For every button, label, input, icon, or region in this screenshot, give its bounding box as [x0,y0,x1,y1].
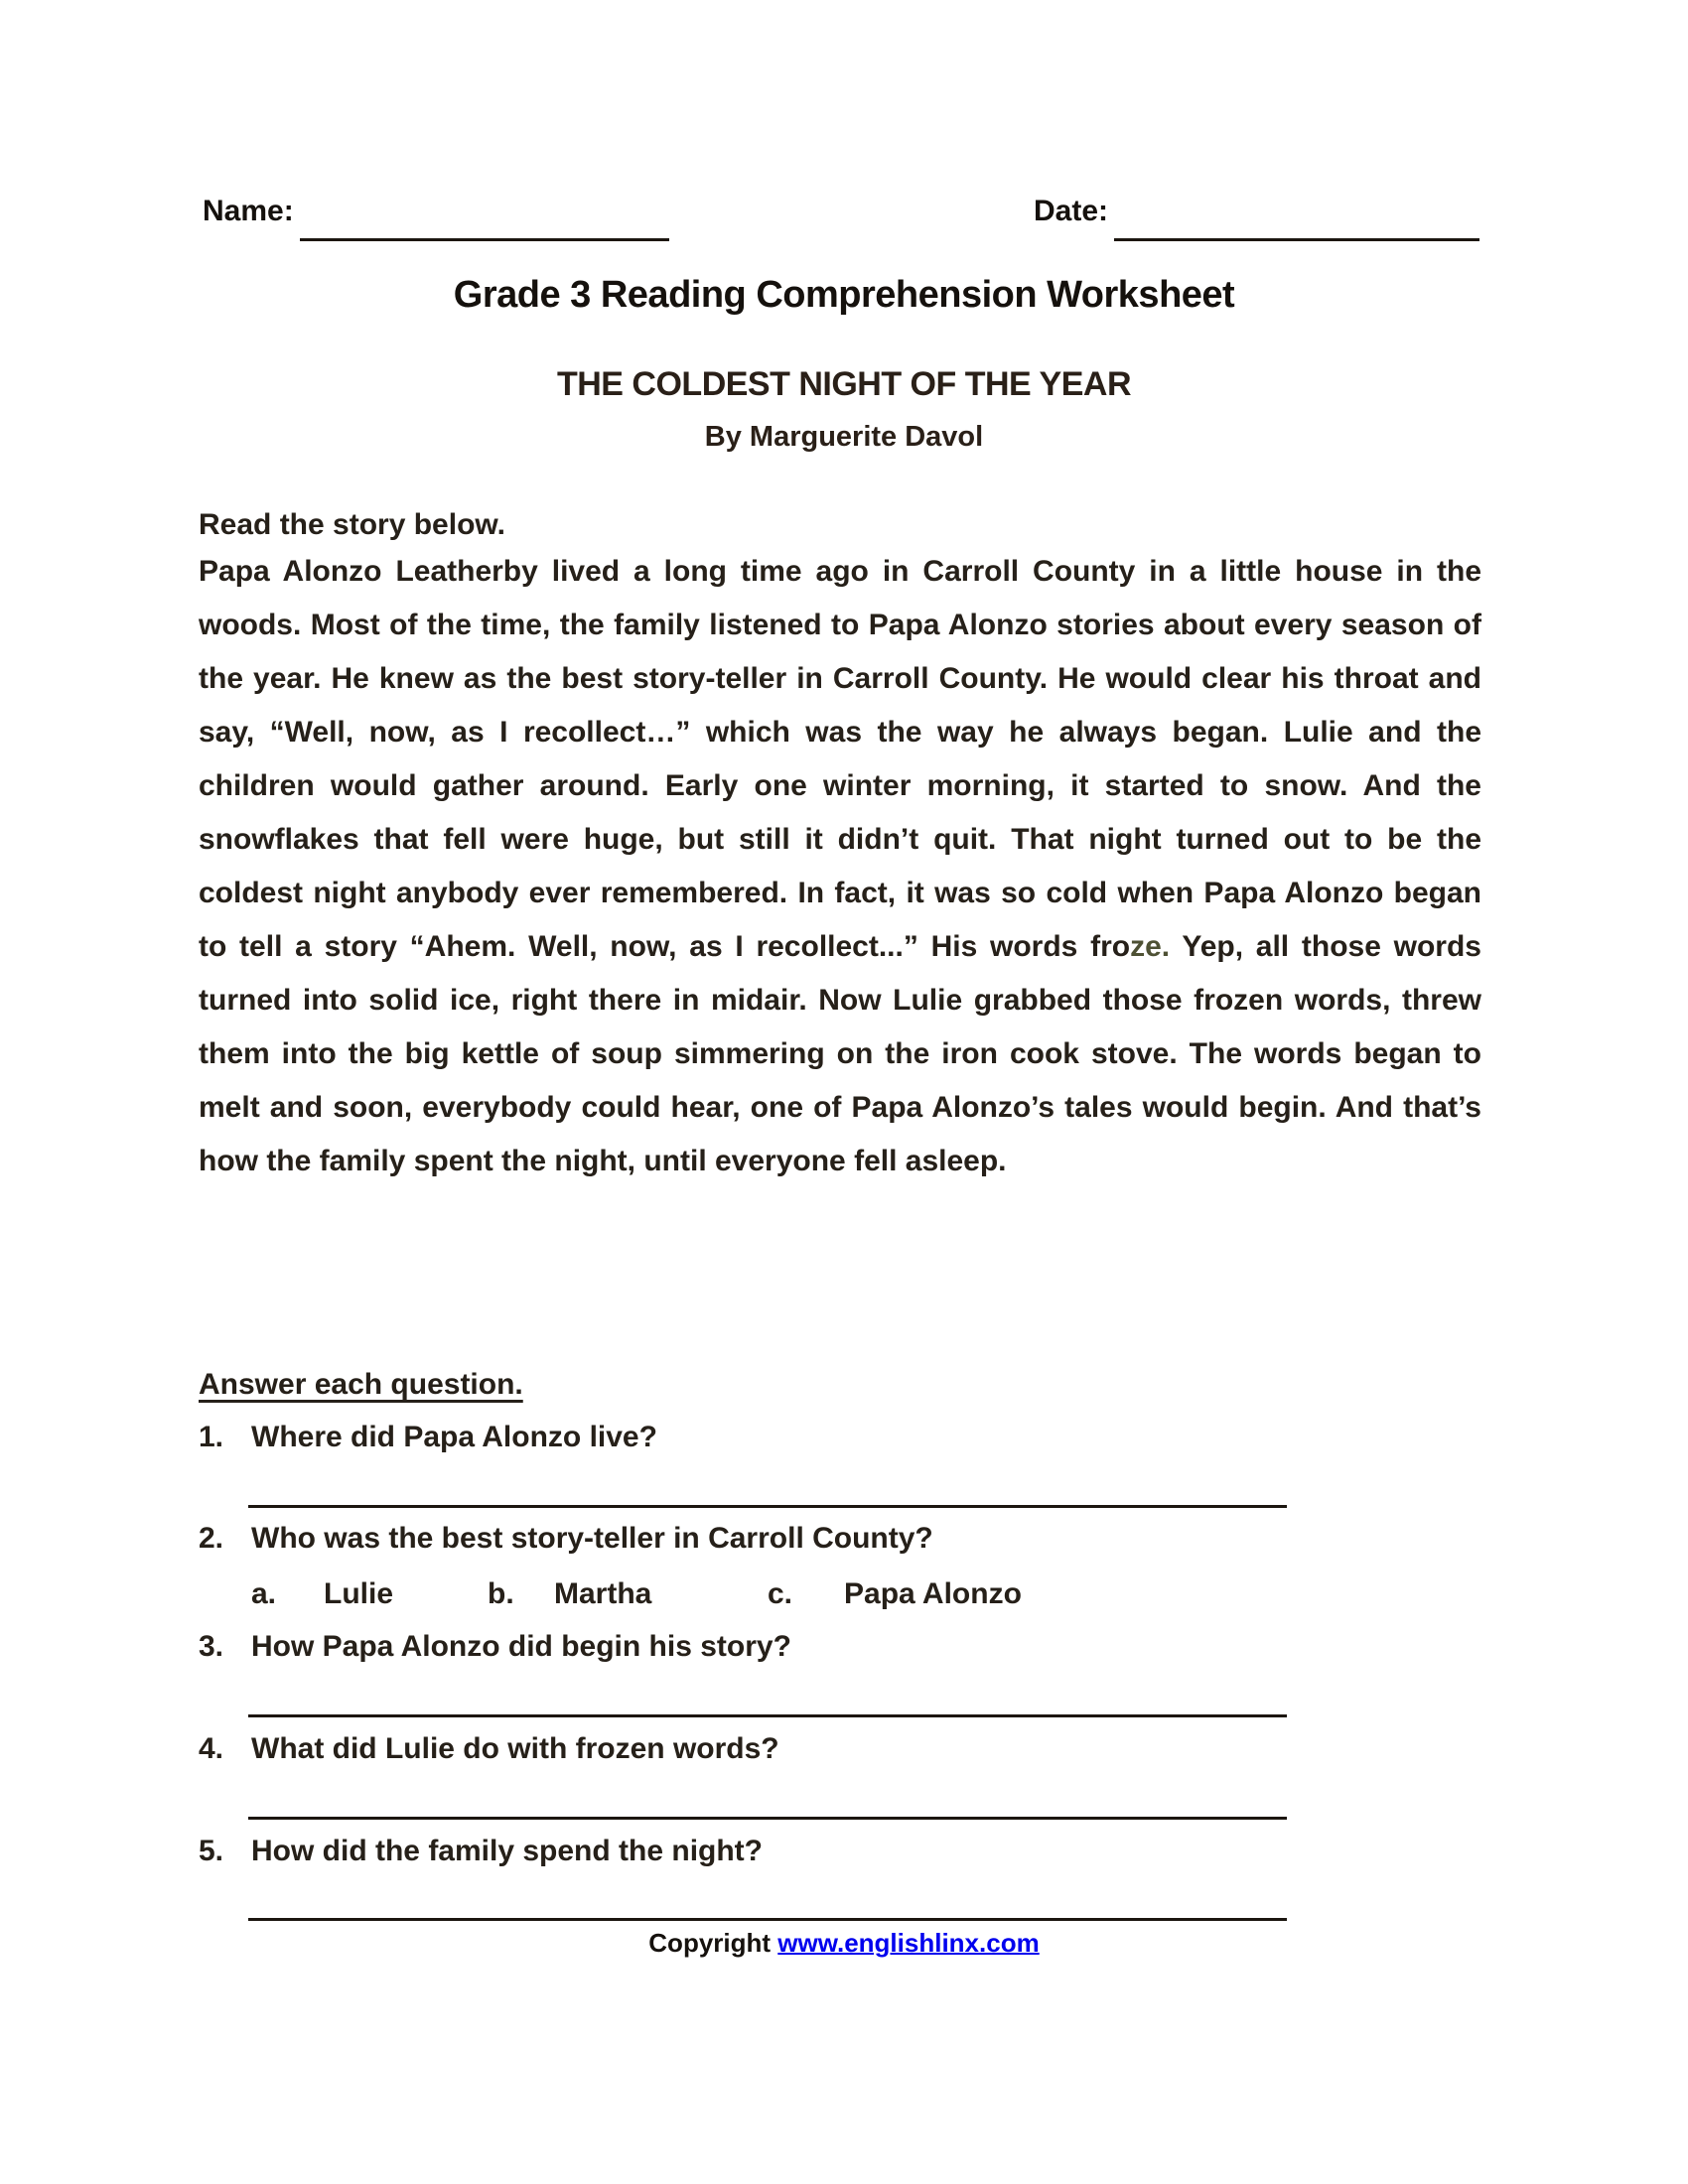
read-instruction: Read the story below. [199,508,505,541]
question-4-number: 4. [199,1732,224,1765]
date-blank-line [1114,195,1479,241]
story-byline: By Marguerite Davol [704,421,984,453]
question-2-number: 2. [199,1522,224,1555]
answer-line-1 [248,1505,1287,1508]
footer [0,1928,1688,1959]
question-2-choices [199,1577,1481,1621]
question-3 [199,1630,1481,1664]
question-1-text: Where did Papa Alonzo live? [251,1421,657,1453]
story-text-highlight: ze. [1130,930,1171,963]
question-1 [199,1421,1481,1454]
choice-b-text: Martha [554,1577,652,1610]
choice-a-text: Lulie [324,1577,394,1610]
englishlinx-link[interactable]: www.englishlinx.com [777,1928,1040,1958]
question-1-number: 1. [199,1421,224,1453]
story-text-part1: Papa Alonzo Leatherby lived a long time ago in Carroll County in a little house in the woods. Most of the time, the family listened to Papa Alonzo stories about every season of the year. He knew as the best story-teller in Carroll County. He would clear his throat and say, “Well, now, as I recollect…” which was the way he always began. Lulie and the children would gather around. Early one winter morning, it started to snow. And the snowflakes that fell were huge, but still it didn’t quit. That night turned out to be the coldest night anybody ever remembered. In fact, it was so cold when Papa Alonzo began to tell a story “Ahem. Well, now, as I recollect...” His words fro [199,555,1481,963]
question-4 [199,1732,1481,1766]
story-paragraph [199,545,1481,1188]
question-2-text: Who was the best story-teller in Carroll County? [251,1522,933,1555]
story-title: THE COLDEST NIGHT OF THE YEAR [556,365,1131,403]
answer-line-3 [248,1817,1287,1820]
worksheet-header: Grade 3 Reading Comprehension Worksheet [453,274,1235,316]
question-3-text: How Papa Alonzo did begin his story? [251,1630,791,1663]
story-text-part2: Yep, all those words turned into solid ice, right there in midair. Now Lulie grabbed those frozen words, threw them into the big kettle of soup simmering on the iron cook stove. The words began to melt and soon, everybody could hear, one of Papa Alonzo’s tales would begin. And that’s how the family spent the night, until everyone fell asleep. [199,930,1481,1177]
name-label: Name: [203,195,294,227]
choice-a-letter: a. [251,1577,277,1610]
copyright-label: Copyright [648,1928,772,1958]
question-3-number: 3. [199,1630,224,1663]
answer-line-2 [248,1714,1287,1717]
question-4-text: What did Lulie do with frozen words? [251,1732,779,1765]
question-5-text: How did the family spend the night? [251,1835,763,1867]
question-5-number: 5. [199,1835,224,1867]
answer-instruction: Answer each question. [199,1368,523,1401]
choice-b-letter: b. [488,1577,514,1610]
choice-c-text: Papa Alonzo [844,1577,1022,1610]
date-label: Date: [1034,195,1109,227]
question-2 [199,1522,1481,1556]
answer-line-4 [248,1918,1287,1921]
question-5 [199,1835,1481,1868]
name-blank-line [300,195,669,241]
choice-c-letter: c. [768,1577,793,1610]
date-field [1034,195,1479,241]
name-field [203,195,669,241]
